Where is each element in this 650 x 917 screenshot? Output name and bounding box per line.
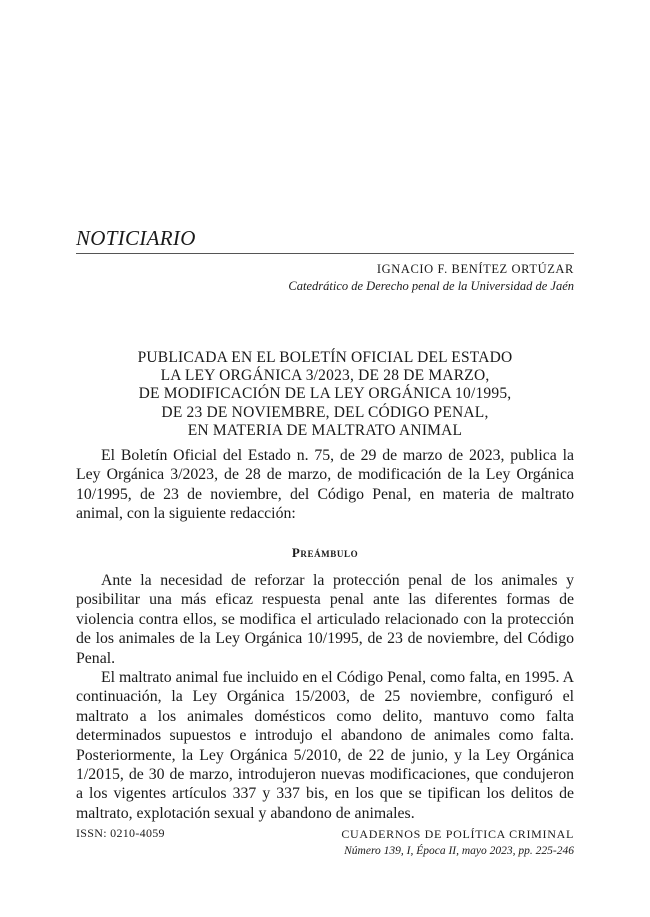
intro-section — [76, 446, 574, 524]
article-title-line: DE MODIFICACIÓN DE LA LEY ORGÁNICA 10/1995, — [138, 385, 512, 403]
section-title: NOTICIARIO — [76, 226, 196, 250]
section-divider — [76, 253, 574, 254]
author-block — [288, 261, 574, 295]
author-name: IGNACIO F. BENÍTEZ ORTÚZAR — [376, 262, 574, 276]
journal-name: CUADERNOS DE POLÍTICA CRIMINAL — [341, 827, 574, 841]
article-title-line: LA LEY ORGÁNICA 3/2023, DE 28 DE MARZO, — [160, 367, 490, 385]
article-title-line: PUBLICADA EN EL BOLETÍN OFICIAL DEL ESTADO — [137, 349, 513, 366]
author-affiliation: Catedrático de Derecho penal de la Universidad de Jaén — [288, 279, 574, 293]
preamble-heading: Preámbulo — [291, 545, 359, 560]
intro-paragraph: El Boletín Oficial del Estado n. 75, de 29 de marzo de 2023, publica la Ley Orgánica 3/2023, de 28 de marzo, de modificación de la Ley Orgánica 10/1995, de 23 de noviembre, del Código Penal, en materia de maltrato animal, con la siguiente redacción: — [76, 447, 574, 523]
footer-issn: ISSN: 0210-4059 — [76, 826, 165, 840]
footer-journal-info — [341, 826, 574, 860]
body-paragraph: El maltrato animal fue incluido en el Código Penal, como falta, en 1995. A continuación, la Ley Orgánica 15/2003, de 25 noviembre, configuró el maltrato a los animales domésticos como delito, mantuvo como falta determinados supuestos e introdujo el abandono de animales como falta. Posteriormente, la Ley Orgánica 5/2010, de 22 de junio, y la Ley Orgánica 1/2015, de 30 de marzo, introdujeron nuevas modificaciones, que condujeron a los vigentes artículos 337 y 337 bis, en los que se tipifican los delitos de maltrato, explotación sexual y abandono de animales. — [76, 669, 574, 822]
article-title-line: DE 23 DE NOVIEMBRE, DEL CÓDIGO PENAL, — [161, 403, 489, 421]
preamble-body — [76, 571, 574, 823]
issue-info: Número 139, I, Época II, mayo 2023, pp. 225-246 — [344, 845, 574, 857]
article-title-line: EN MATERIA DE MALTRATO ANIMAL — [187, 421, 463, 439]
body-paragraph: Ante la necesidad de reforzar la protección penal de los animales y posibilitar una más eficaz respuesta penal ante las diferentes formas de violencia contra ellos, se modifica el articulado relacionado con la protección de los animales de la Ley Orgánica 10/1995, de 23 de noviembre, del Código Penal. — [76, 572, 574, 667]
article-title — [76, 349, 574, 440]
